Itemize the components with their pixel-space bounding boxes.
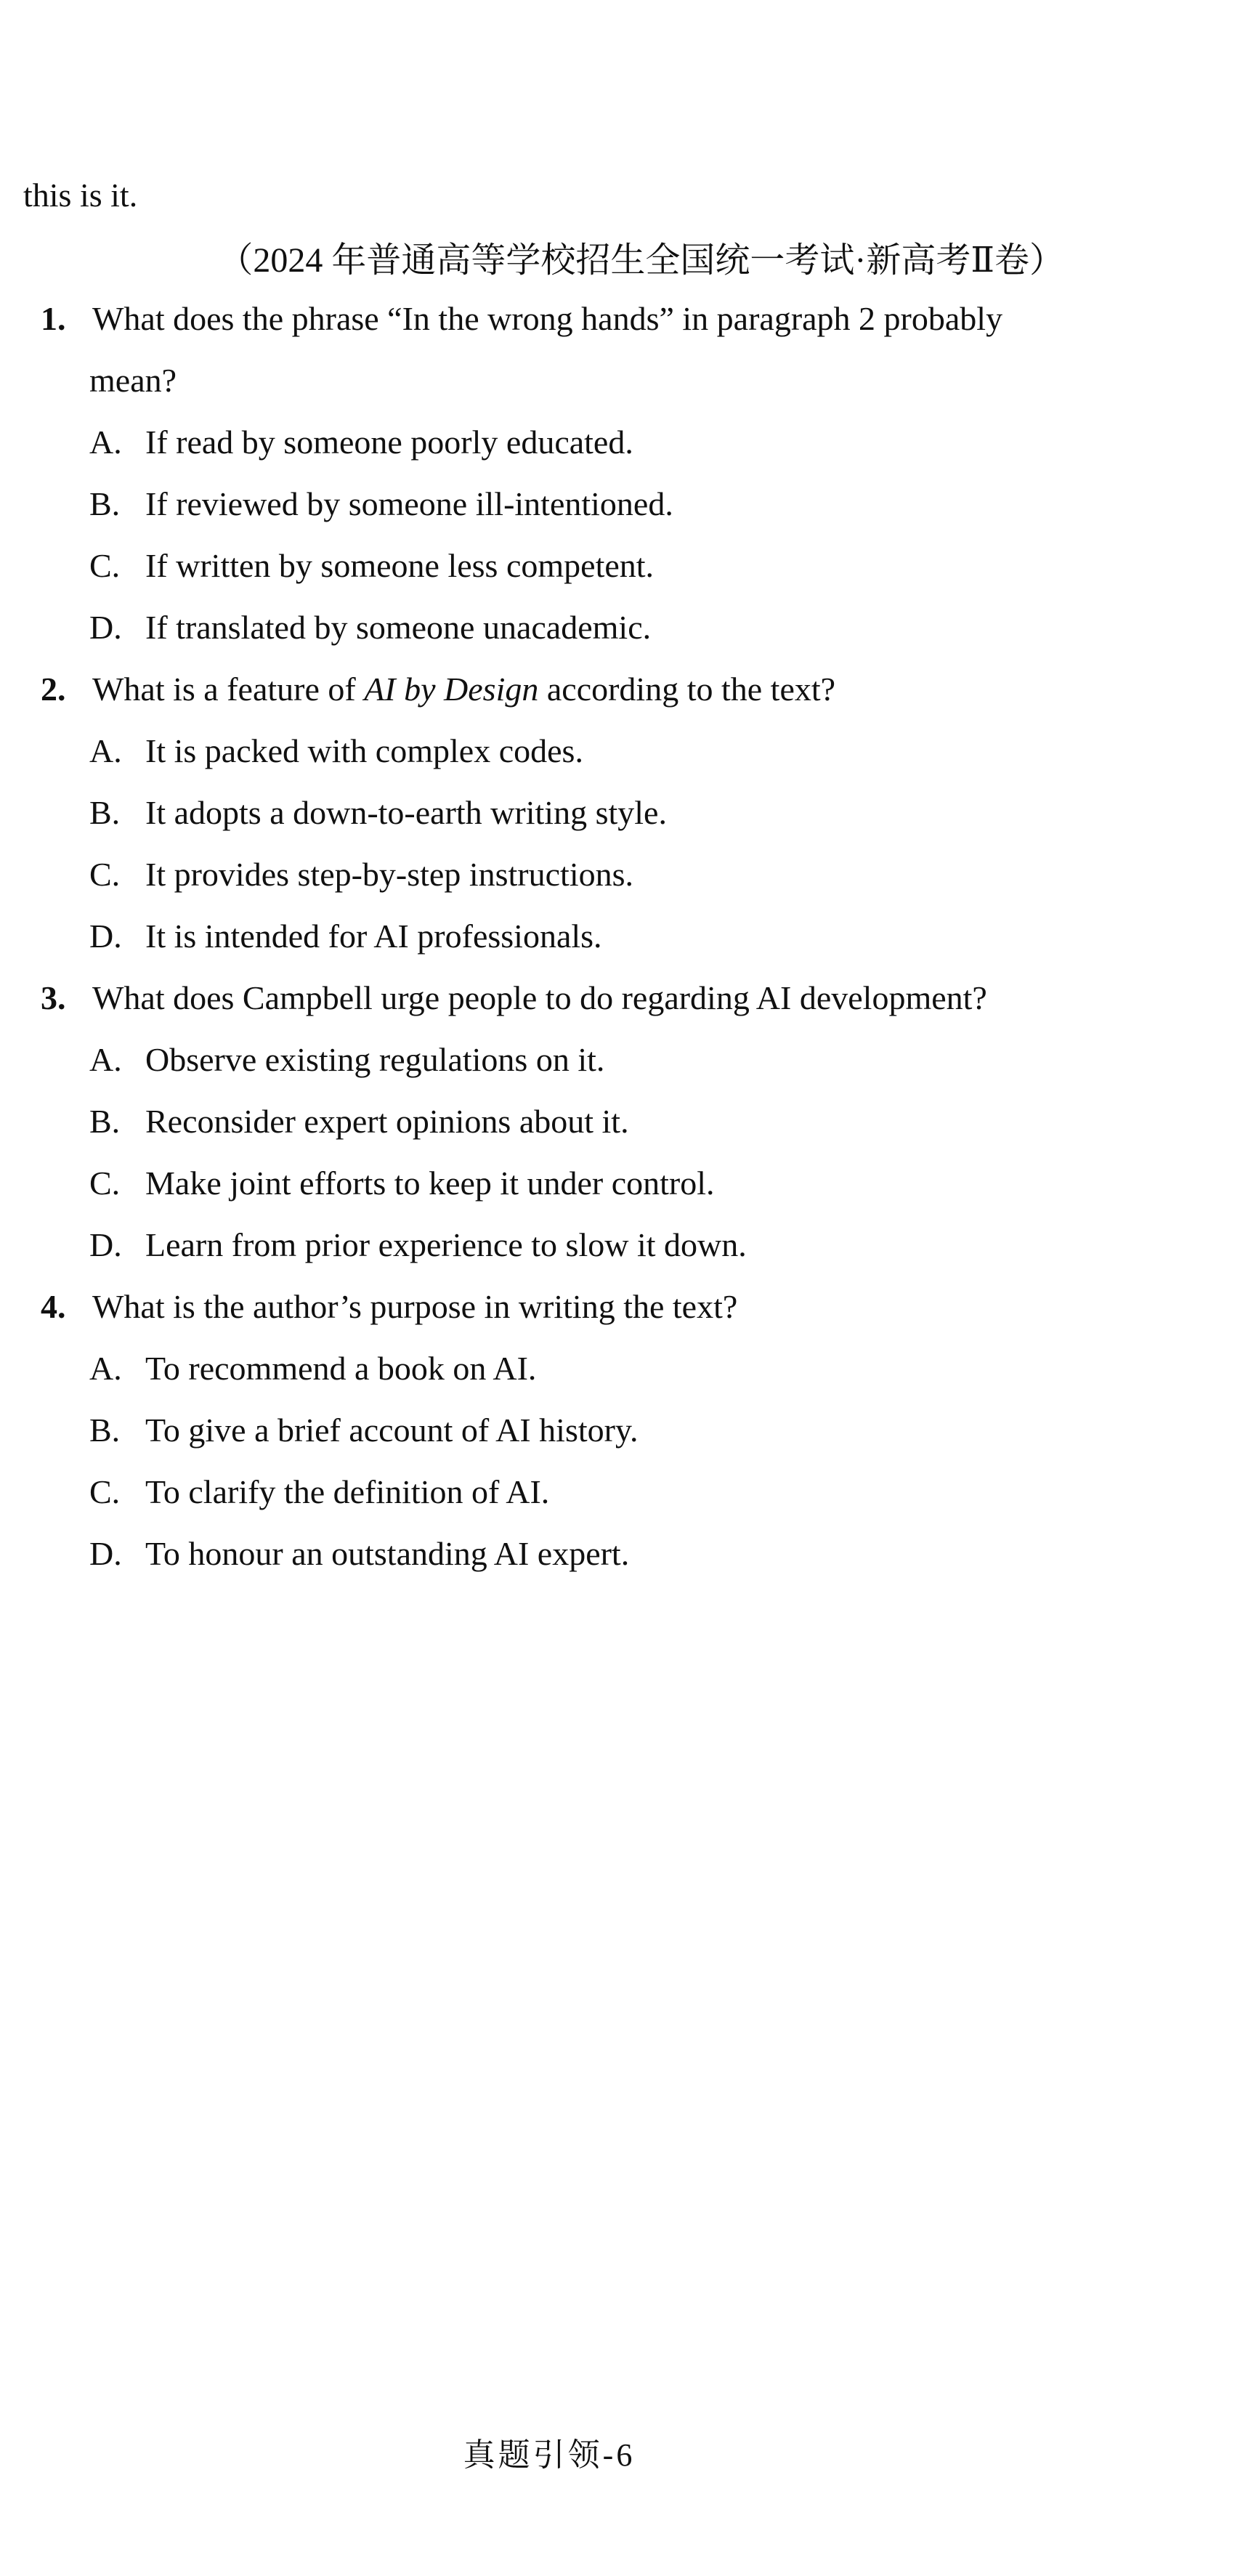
question-2-stem-book-title: AI by Design [364,671,539,708]
question-1-option-b [0,473,1240,535]
option-text: To clarify the definition of AI. [145,1473,550,1510]
question-3-stem-text: What does Campbell urge people to do regarding AI development? [92,979,987,1016]
option-text: To honour an outstanding AI expert. [145,1535,630,1572]
option-label: D. [89,1226,122,1263]
option-label: A. [89,1041,122,1078]
option-text: It is intended for AI professionals. [145,918,602,955]
option-label: B. [89,485,121,522]
option-text: Make joint efforts to keep it under control. [145,1165,715,1202]
question-3-option-a [0,1029,1240,1090]
question-2-number: 2. [41,671,66,708]
question-3-option-c [0,1152,1240,1214]
question-1-number: 1. [41,300,66,337]
option-text: If reviewed by someone ill-intentioned. [145,485,673,522]
question-2-option-a [0,720,1240,782]
exam-source-line [0,226,1240,288]
question-2-option-c [0,843,1240,905]
question-2-option-d [0,905,1240,967]
question-1-stem-continuation [0,349,1240,411]
option-text: Observe existing regulations on it. [145,1041,605,1078]
question-4-stem [0,1276,1240,1337]
page-footer-text: 真题引领-6 [463,2437,636,2473]
question-2-stem-pre: What is a feature of [92,671,365,708]
option-label: C. [89,1473,121,1510]
option-text: It is packed with complex codes. [145,732,583,769]
leading-text: this is it. [23,177,138,214]
option-text: Learn from prior experience to slow it down. [145,1226,747,1263]
page-footer [0,2431,1240,2472]
question-2-stem-text [92,670,835,708]
exam-source-text: （2024 年普通高等学校招生全国统一考试·新高考Ⅱ卷） [218,241,1064,280]
option-text: It provides step-by-step instructions. [145,856,634,893]
option-label: B. [89,1411,121,1449]
question-4-option-c [0,1461,1240,1523]
option-text: To give a brief account of AI history. [145,1411,639,1449]
question-1-option-c [0,535,1240,596]
question-4-option-b [0,1399,1240,1461]
option-label: B. [89,794,121,831]
option-label: D. [89,1535,122,1572]
question-1-stem-text-2: mean? [89,362,177,399]
question-1-option-d [0,596,1240,658]
option-label: A. [89,424,122,461]
option-text: If read by someone poorly educated. [145,424,633,461]
question-4-number: 4. [41,1288,66,1325]
question-3-stem [0,967,1240,1029]
question-4-option-a [0,1337,1240,1399]
option-label: C. [89,856,121,893]
question-2-stem [0,658,1240,720]
option-label: A. [89,1350,122,1387]
question-4-stem-text: What is the author’s purpose in writing the text? [92,1288,738,1325]
option-text: Reconsider expert opinions about it. [145,1103,629,1140]
option-label: A. [89,732,122,769]
question-1-option-a [0,411,1240,473]
question-4-option-d [0,1523,1240,1584]
question-1-stem [0,288,1240,349]
question-3-option-b [0,1090,1240,1152]
option-label: C. [89,1165,121,1202]
option-label: C. [89,547,121,584]
option-text: If written by someone less competent. [145,547,655,584]
leading-paragraph-fragment [0,164,1240,226]
question-1-stem-text: What does the phrase “In the wrong hands” in paragraph 2 probably [92,300,1003,337]
question-2-option-b [0,782,1240,843]
page-content [0,164,1240,1584]
question-2-stem-post: according to the text? [538,671,836,708]
option-text: If translated by someone unacademic. [145,609,652,646]
option-label: D. [89,918,122,955]
option-text: To recommend a book on AI. [145,1350,537,1387]
question-3-option-d [0,1214,1240,1276]
option-text: It adopts a down-to-earth writing style. [145,794,667,831]
question-3-number: 3. [41,979,66,1016]
option-label: B. [89,1103,121,1140]
option-label: D. [89,609,122,646]
